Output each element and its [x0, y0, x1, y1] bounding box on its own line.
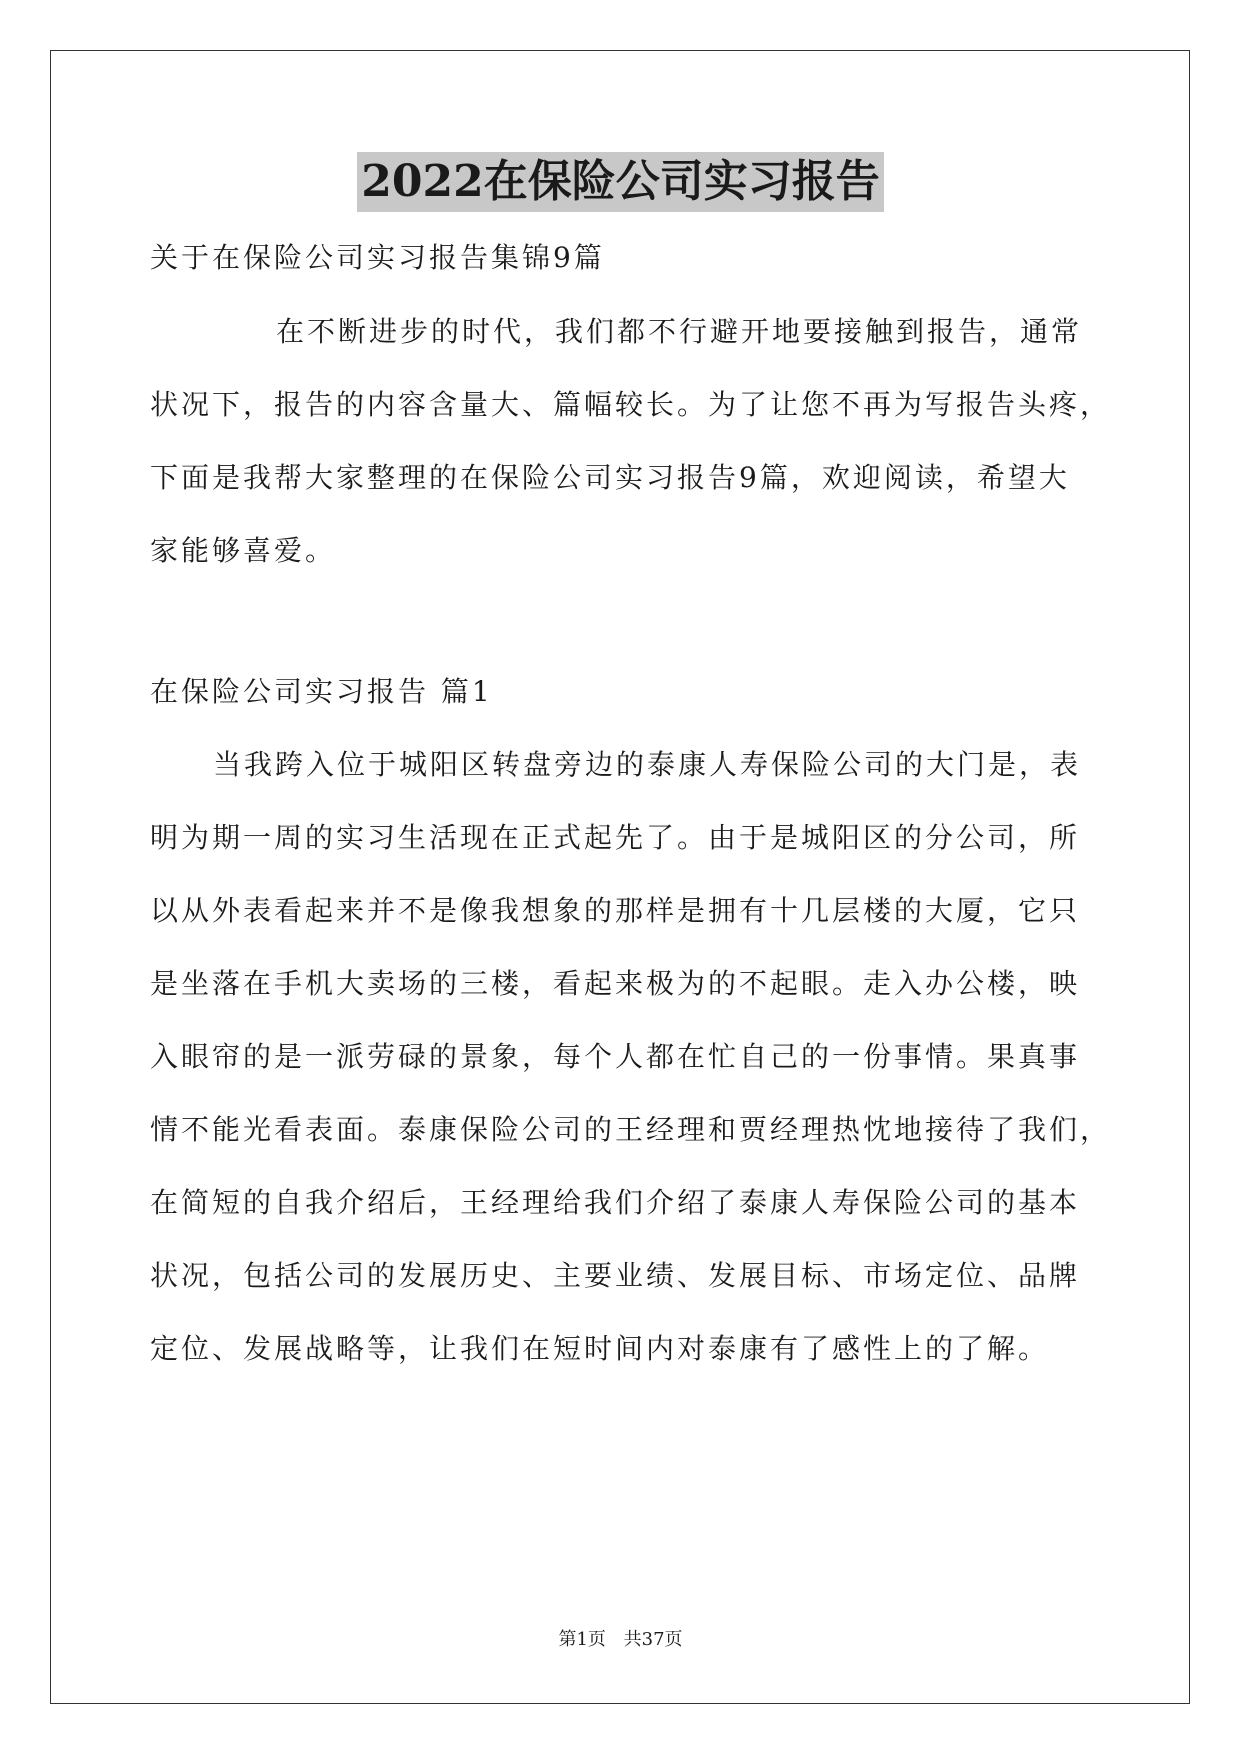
- section-line: 情不能光看表面。泰康保险公司的王经理和贾经理热忱地接待了我们，: [150, 1113, 1112, 1146]
- page-footer: [0, 1628, 1241, 1652]
- section-line: 是坐落在手机大卖场的三楼，看起来极为的不起眼。走入办公楼，映: [150, 967, 1081, 1000]
- section-line: 在简短的自我介绍后，王经理给我们介绍了泰康人寿保险公司的基本: [150, 1186, 1081, 1219]
- page-total: 共37页: [623, 1629, 683, 1650]
- section-line: 状况，包括公司的发展历史、主要业绩、发展目标、市场定位、品牌: [150, 1259, 1081, 1292]
- section-line: 入眼帘的是一派劳碌的景象，每个人都在忙自己的一份事情。果真事: [150, 1040, 1081, 1073]
- section-line: 明为期一周的实习生活现在正式起先了。由于是城阳区的分公司，所: [150, 821, 1081, 854]
- intro-line: 在不断进步的时代，我们都不行避开地要接触到报告，通常: [276, 315, 1083, 348]
- page-number: 第1页: [558, 1629, 606, 1650]
- document-title: 2022在保险公司实习报告: [357, 152, 883, 212]
- intro-line: 状况下，报告的内容含量大、篇幅较长。为了让您不再为写报告头疼，: [150, 388, 1112, 421]
- intro-line: 下面是我帮大家整理的在保险公司实习报告9篇，欢迎阅读，希望大: [150, 461, 1070, 494]
- page-border: [50, 50, 1190, 1704]
- section-line: 定位、发展战略等，让我们在短时间内对泰康有了感性上的了解。: [150, 1332, 1050, 1365]
- title-container: [0, 152, 1241, 212]
- section-line: 以从外表看起来并不是像我想象的那样是拥有十几层楼的大厦，它只: [150, 894, 1081, 927]
- section-line: 当我跨入位于城阳区转盘旁边的泰康人寿保险公司的大门是，表: [213, 748, 1082, 781]
- intro-line: 家能够喜爱。: [150, 534, 337, 567]
- section-heading: 在保险公司实习报告 篇1: [150, 675, 493, 708]
- document-subtitle: 关于在保险公司实习报告集锦9篇: [150, 241, 605, 274]
